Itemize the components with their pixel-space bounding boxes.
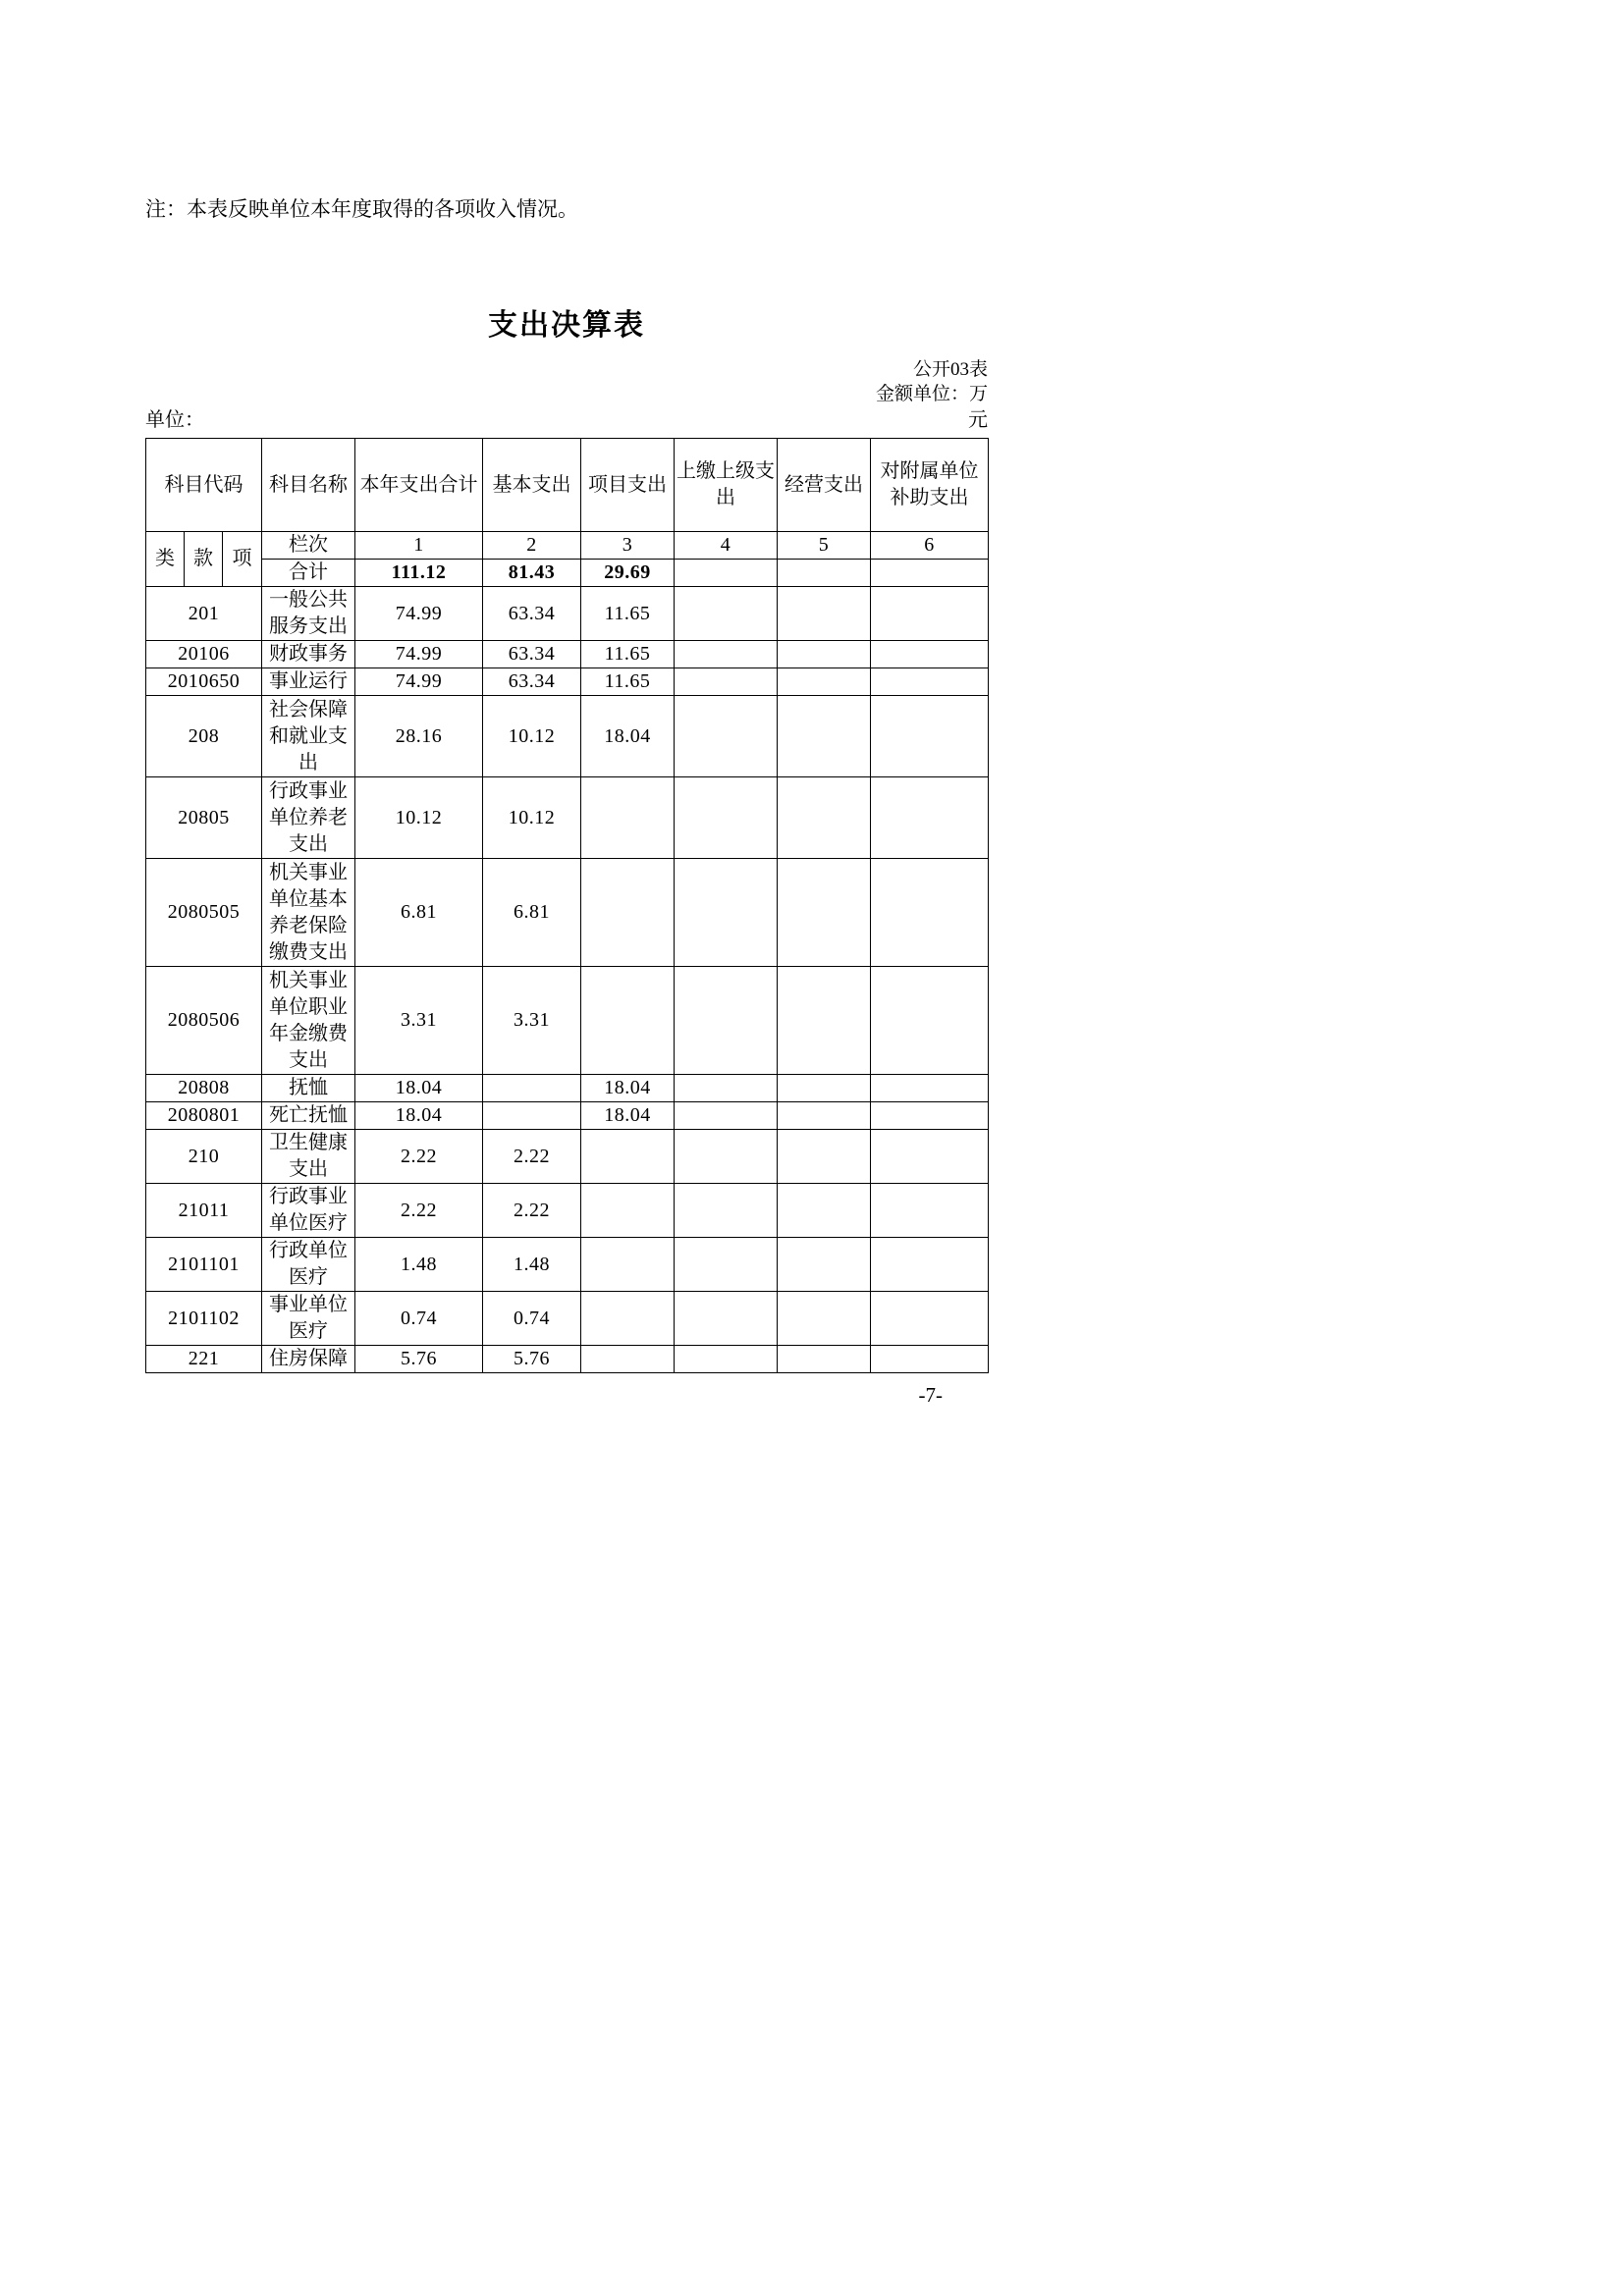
cell-value: 18.04: [355, 1102, 483, 1130]
table-row: [146, 1292, 989, 1346]
cell-value: 11.65: [581, 587, 675, 641]
lanci-num: 1: [355, 532, 483, 560]
expenditure-table: [145, 438, 989, 1373]
table-row: [146, 696, 989, 777]
cell-value: 74.99: [355, 668, 483, 696]
cell-value: 10.12: [483, 777, 581, 859]
cell-value: [778, 1184, 871, 1238]
cell-code: 2080506: [146, 967, 262, 1075]
page-title: 支出决算表: [488, 309, 645, 342]
total-value: 29.69: [581, 560, 675, 587]
cell-code: 221: [146, 1346, 262, 1373]
total-value: [778, 560, 871, 587]
cell-value: [778, 859, 871, 967]
cell-value: [483, 1075, 581, 1102]
cell-value: [581, 967, 675, 1075]
cell-value: 18.04: [581, 1102, 675, 1130]
cell-value: 63.34: [483, 668, 581, 696]
cell-value: [581, 1130, 675, 1184]
cell-code: 2080505: [146, 859, 262, 967]
cell-code: 201: [146, 587, 262, 641]
cell-name: 行政事业单位医疗: [262, 1184, 355, 1238]
cell-name: 机关事业单位基本养老保险缴费支出: [262, 859, 355, 967]
cell-value: [871, 641, 989, 668]
note-text: 注：本表反映单位本年度取得的各项收入情况。: [145, 197, 578, 221]
cell-value: 0.74: [355, 1292, 483, 1346]
header-category: 类: [146, 532, 185, 587]
cell-value: [675, 777, 778, 859]
cell-value: [675, 696, 778, 777]
cell-value: 3.31: [355, 967, 483, 1075]
cell-value: [871, 1102, 989, 1130]
header-section: 款: [185, 532, 223, 587]
cell-value: [871, 1075, 989, 1102]
cell-value: 6.81: [355, 859, 483, 967]
unit-row: [145, 407, 988, 433]
cell-value: 74.99: [355, 587, 483, 641]
cell-value: 5.76: [355, 1346, 483, 1373]
cell-value: [778, 1238, 871, 1292]
cell-code: 20106: [146, 641, 262, 668]
cell-code: 2010650: [146, 668, 262, 696]
cell-name: 事业运行: [262, 668, 355, 696]
cell-name: 卫生健康支出: [262, 1130, 355, 1184]
cell-name: 一般公共服务支出: [262, 587, 355, 641]
cell-value: [778, 668, 871, 696]
table-row: [146, 1075, 989, 1102]
cell-value: [871, 1238, 989, 1292]
cell-value: 11.65: [581, 641, 675, 668]
cell-value: 63.34: [483, 587, 581, 641]
cell-value: [675, 668, 778, 696]
cell-code: 2101101: [146, 1238, 262, 1292]
cell-value: [675, 1238, 778, 1292]
cell-code: 210: [146, 1130, 262, 1184]
cell-value: [581, 1184, 675, 1238]
cell-value: [581, 1238, 675, 1292]
cell-value: [675, 1075, 778, 1102]
cell-value: 18.04: [581, 1075, 675, 1102]
cell-value: [778, 1075, 871, 1102]
cell-value: [871, 777, 989, 859]
column-index-row: [146, 532, 989, 560]
cell-value: [871, 1130, 989, 1184]
cell-value: 18.04: [581, 696, 675, 777]
cell-value: [778, 1346, 871, 1373]
header-project-expenditure: 项目支出: [581, 439, 675, 532]
cell-value: [675, 1184, 778, 1238]
total-value: [871, 560, 989, 587]
cell-value: 0.74: [483, 1292, 581, 1346]
cell-value: 63.34: [483, 641, 581, 668]
cell-value: 10.12: [355, 777, 483, 859]
cell-value: 2.22: [355, 1130, 483, 1184]
total-value: 81.43: [483, 560, 581, 587]
cell-code: 2101102: [146, 1292, 262, 1346]
cell-value: [675, 1130, 778, 1184]
cell-name: 死亡抚恤: [262, 1102, 355, 1130]
cell-value: [581, 1292, 675, 1346]
cell-value: 6.81: [483, 859, 581, 967]
total-row: [146, 560, 989, 587]
total-value: [675, 560, 778, 587]
table-row: [146, 668, 989, 696]
page-number: -7-: [918, 1383, 943, 1407]
lanci-label: 栏次: [262, 532, 355, 560]
cell-value: 2.22: [355, 1184, 483, 1238]
cell-name: 抚恤: [262, 1075, 355, 1102]
cell-value: [675, 859, 778, 967]
lanci-num: 4: [675, 532, 778, 560]
cell-value: [778, 696, 871, 777]
header-item: 项: [223, 532, 262, 587]
table-row: [146, 1346, 989, 1373]
table-row: [146, 777, 989, 859]
document-content: [145, 0, 988, 1373]
table-row: [146, 1184, 989, 1238]
cell-value: [778, 777, 871, 859]
doc-code: 公开03表: [912, 359, 988, 380]
cell-value: [778, 587, 871, 641]
header-subsidy-expenditure: 对附属单位补助支出: [871, 439, 989, 532]
cell-value: [675, 967, 778, 1075]
table-header-row: [146, 439, 989, 532]
org-unit-label: 单位：: [145, 409, 204, 431]
total-value: 111.12: [355, 560, 483, 587]
table-row: [146, 1102, 989, 1130]
cell-value: 10.12: [483, 696, 581, 777]
total-label: 合计: [262, 560, 355, 587]
cell-name: 住房保障: [262, 1346, 355, 1373]
cell-value: 1.48: [355, 1238, 483, 1292]
cell-value: 74.99: [355, 641, 483, 668]
cell-code: 2080801: [146, 1102, 262, 1130]
cell-name: 机关事业单位职业年金缴费支出: [262, 967, 355, 1075]
cell-value: 5.76: [483, 1346, 581, 1373]
cell-value: [581, 777, 675, 859]
table-row: [146, 641, 989, 668]
cell-value: [778, 1292, 871, 1346]
cell-value: [483, 1102, 581, 1130]
cell-name: 行政单位医疗: [262, 1238, 355, 1292]
cell-value: 2.22: [483, 1130, 581, 1184]
cell-name: 财政事务: [262, 641, 355, 668]
cell-value: [675, 1102, 778, 1130]
cell-value: [778, 1102, 871, 1130]
cell-name: 社会保障和就业支出: [262, 696, 355, 777]
cell-value: [871, 1292, 989, 1346]
amount-unit-line2: 元: [968, 409, 988, 431]
cell-code: 20808: [146, 1075, 262, 1102]
table-row: [146, 587, 989, 641]
cell-value: [675, 1346, 778, 1373]
cell-value: [581, 859, 675, 967]
cell-value: 3.31: [483, 967, 581, 1075]
lanci-num: 6: [871, 532, 989, 560]
lanci-num: 3: [581, 532, 675, 560]
cell-code: 20805: [146, 777, 262, 859]
lanci-num: 2: [483, 532, 581, 560]
cell-value: [581, 1346, 675, 1373]
table-row: [146, 967, 989, 1075]
cell-value: [871, 587, 989, 641]
cell-value: [871, 859, 989, 967]
cell-value: [778, 1130, 871, 1184]
header-operating-expenditure: 经营支出: [778, 439, 871, 532]
table-row: [146, 1130, 989, 1184]
cell-value: 1.48: [483, 1238, 581, 1292]
cell-value: [871, 696, 989, 777]
cell-value: [778, 967, 871, 1075]
cell-value: [675, 1292, 778, 1346]
lanci-num: 5: [778, 532, 871, 560]
header-upper-level-expenditure: 上缴上级支出: [675, 439, 778, 532]
header-subject-name: 科目名称: [262, 439, 355, 532]
cell-value: 2.22: [483, 1184, 581, 1238]
cell-value: [871, 967, 989, 1075]
cell-value: [778, 641, 871, 668]
table-row: [146, 1238, 989, 1292]
header-total-expenditure: 本年支出合计: [355, 439, 483, 532]
cell-code: 21011: [146, 1184, 262, 1238]
cell-code: 208: [146, 696, 262, 777]
cell-value: [871, 668, 989, 696]
header-subject-code: 科目代码: [146, 439, 262, 532]
cell-value: 11.65: [581, 668, 675, 696]
cell-value: [871, 1184, 989, 1238]
cell-value: [675, 641, 778, 668]
cell-value: [871, 1346, 989, 1373]
cell-value: [675, 587, 778, 641]
amount-unit-line1: 金额单位：万: [875, 384, 988, 404]
header-basic-expenditure: 基本支出: [483, 439, 581, 532]
cell-name: 事业单位医疗: [262, 1292, 355, 1346]
table-row: [146, 859, 989, 967]
cell-value: 18.04: [355, 1075, 483, 1102]
cell-value: 28.16: [355, 696, 483, 777]
cell-name: 行政事业单位养老支出: [262, 777, 355, 859]
